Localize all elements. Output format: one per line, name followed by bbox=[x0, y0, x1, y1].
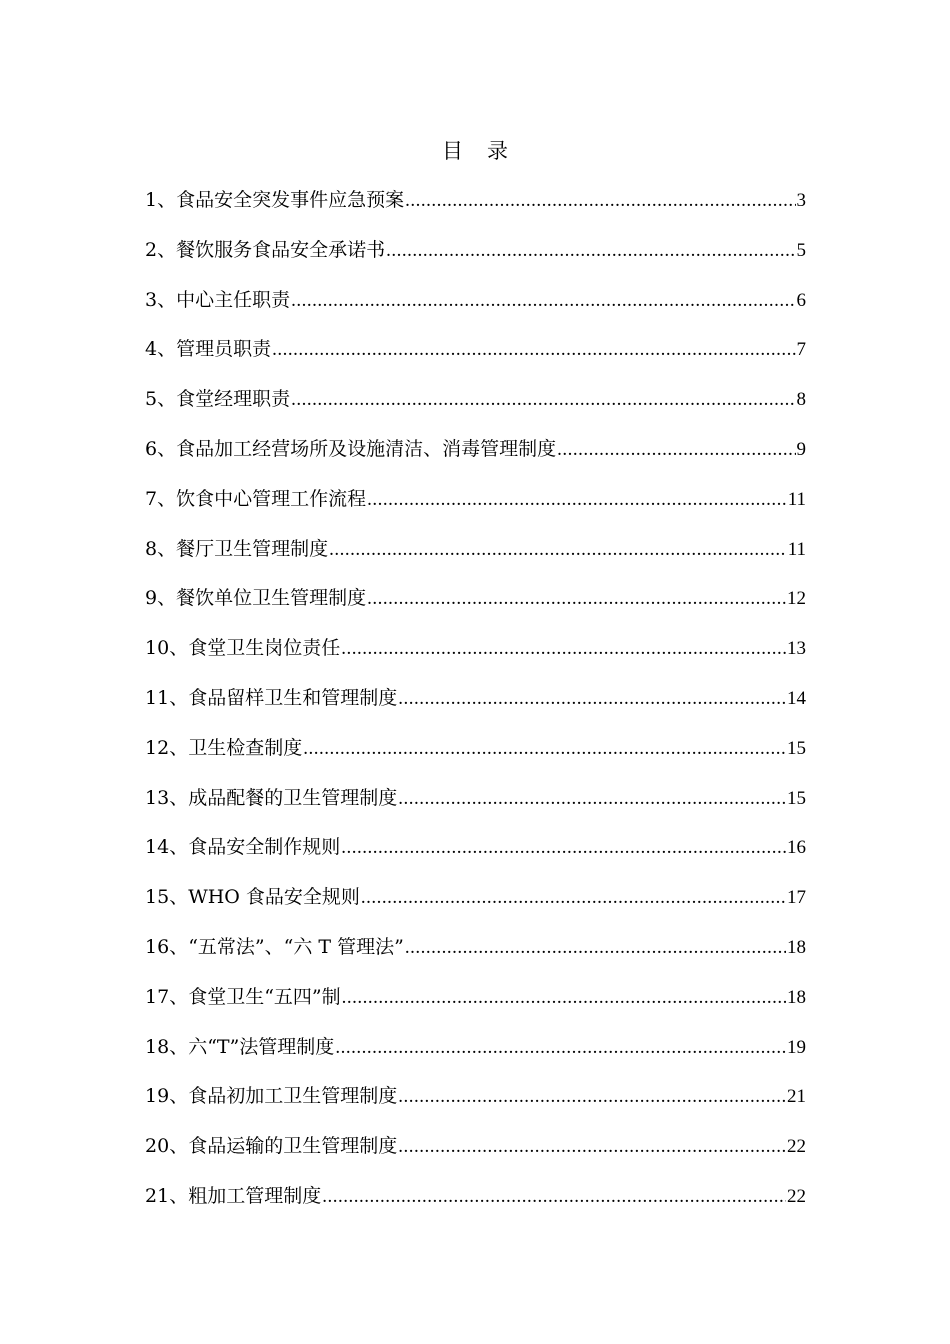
toc-entry-separator: 、 bbox=[169, 786, 189, 809]
toc-entry-page-number: 17 bbox=[787, 887, 806, 909]
toc-dot-leader bbox=[398, 1082, 786, 1112]
toc-entry-separator: 、 bbox=[169, 686, 189, 709]
toc-entry-number: 1 bbox=[145, 189, 158, 211]
toc-entry-separator: 、 bbox=[169, 886, 189, 909]
toc-dot-leader bbox=[398, 1132, 786, 1162]
toc-entry-number: 19 bbox=[145, 1085, 170, 1108]
toc-entry-number: 8 bbox=[145, 537, 158, 560]
toc-entry[interactable] bbox=[145, 733, 806, 783]
toc-entry-title: 成品配餐的卫生管理制度 bbox=[188, 786, 398, 809]
toc-entry-number: 9 bbox=[145, 587, 158, 610]
toc-entry-title: 食品加工经营场所及设施清洁、消毒管理制度 bbox=[176, 437, 557, 460]
toc-entry-title: 饮食中心管理工作流程 bbox=[176, 487, 367, 510]
toc-entry[interactable] bbox=[145, 384, 806, 434]
toc-entry-separator: 、 bbox=[157, 487, 177, 510]
toc-entry-number: 3 bbox=[145, 288, 158, 311]
toc-entry-page-number: 22 bbox=[787, 1185, 806, 1207]
toc-entry-page-number: 19 bbox=[787, 1036, 806, 1058]
toc-entry-title: 食品安全突发事件应急预案 bbox=[176, 189, 405, 211]
toc-entry-separator: 、 bbox=[169, 1085, 189, 1108]
toc-dot-leader bbox=[341, 634, 786, 664]
toc-entry-page-number: 8 bbox=[796, 389, 806, 411]
toc-entry-page-number: 13 bbox=[787, 638, 806, 660]
toc-entry-separator: 、 bbox=[169, 985, 189, 1008]
toc-entry-separator: 、 bbox=[169, 1184, 189, 1207]
toc-entry-title: “五常法”、“六 T 管理法” bbox=[188, 935, 404, 958]
toc-entry-page-number: 16 bbox=[787, 837, 806, 859]
toc-entry-number: 6 bbox=[145, 437, 158, 460]
toc-entry-separator: 、 bbox=[157, 437, 177, 460]
toc-dot-leader bbox=[405, 933, 786, 963]
toc-dot-leader bbox=[322, 1182, 786, 1212]
toc-entry-page-number: 21 bbox=[787, 1086, 806, 1108]
toc-entry-number: 17 bbox=[145, 985, 170, 1008]
toc-entry-separator: 、 bbox=[169, 1135, 189, 1158]
toc-entry-number: 18 bbox=[145, 1035, 170, 1058]
toc-entry[interactable] bbox=[145, 235, 806, 285]
toc-entry-title: WHO 食品安全规则 bbox=[188, 886, 360, 909]
toc-entry[interactable] bbox=[145, 484, 806, 534]
toc-entry-title: 食堂卫生“五四”制 bbox=[188, 985, 341, 1008]
toc-title-char-2: 录 bbox=[487, 139, 508, 163]
toc-entry-title: 中心主任职责 bbox=[176, 288, 291, 311]
toc-entry-separator: 、 bbox=[169, 1035, 189, 1058]
toc-entry-separator: 、 bbox=[169, 637, 189, 660]
toc-entry-title: 卫生检查制度 bbox=[188, 736, 303, 759]
toc-dot-leader bbox=[342, 983, 786, 1013]
toc-entry[interactable] bbox=[145, 285, 806, 335]
toc-entry[interactable] bbox=[145, 882, 806, 932]
toc-dot-leader bbox=[272, 335, 795, 365]
toc-entry-number: 13 bbox=[145, 786, 170, 809]
toc-entry-separator: 、 bbox=[157, 238, 177, 261]
toc-entry-page-number: 22 bbox=[787, 1136, 806, 1158]
toc-entry[interactable] bbox=[145, 334, 806, 384]
toc-entry[interactable] bbox=[145, 683, 806, 733]
toc-dot-leader bbox=[329, 535, 787, 565]
toc-entry-page-number: 18 bbox=[787, 936, 806, 958]
toc-entry[interactable] bbox=[145, 982, 806, 1032]
toc-entry-separator: 、 bbox=[157, 388, 177, 411]
toc-entry-page-number: 12 bbox=[787, 588, 806, 610]
toc-entry-number: 14 bbox=[145, 836, 170, 859]
toc-entry-title: 餐厅卫生管理制度 bbox=[176, 537, 329, 560]
toc-entry-separator: 、 bbox=[169, 736, 189, 759]
toc-dot-leader bbox=[291, 385, 795, 415]
toc-dot-leader bbox=[335, 1033, 786, 1063]
toc-entry-number: 4 bbox=[145, 338, 158, 361]
toc-entry[interactable] bbox=[145, 1181, 806, 1231]
toc-entry-separator: 、 bbox=[157, 587, 177, 610]
toc-entry-page-number: 11 bbox=[787, 488, 806, 510]
toc-entry-title: 食品留样卫生和管理制度 bbox=[188, 686, 398, 709]
toc-entry-number: 21 bbox=[145, 1184, 170, 1207]
toc-entry-number: 12 bbox=[145, 736, 170, 759]
toc-entry-separator: 、 bbox=[157, 338, 177, 361]
toc-title bbox=[0, 136, 950, 166]
toc-entry-separator: 、 bbox=[157, 288, 177, 311]
toc-dot-leader bbox=[291, 286, 795, 316]
toc-dot-leader bbox=[367, 485, 787, 515]
toc-dot-leader bbox=[341, 833, 786, 863]
toc-entry-title: 食堂经理职责 bbox=[176, 388, 291, 411]
toc-entry-page-number: 15 bbox=[787, 737, 806, 759]
toc-entry[interactable] bbox=[145, 1032, 806, 1082]
toc-entry[interactable] bbox=[145, 633, 806, 683]
toc-entry-title: 餐饮服务食品安全承诺书 bbox=[176, 238, 386, 261]
toc-entry-number: 11 bbox=[145, 686, 170, 709]
toc-entry-title: 食品运输的卫生管理制度 bbox=[188, 1135, 398, 1158]
toc-dot-leader bbox=[361, 883, 786, 913]
toc-entry-page-number: 3 bbox=[796, 190, 806, 211]
toc-entry-title: 管理员职责 bbox=[176, 338, 272, 361]
toc-entry-title: 食品初加工卫生管理制度 bbox=[188, 1085, 398, 1108]
toc-entry-title: 六“T”法管理制度 bbox=[188, 1035, 335, 1058]
toc-entry-title: 食品安全制作规则 bbox=[188, 836, 341, 859]
toc-entry-number: 20 bbox=[145, 1135, 170, 1158]
toc-entry-separator: 、 bbox=[157, 537, 177, 560]
toc-entry-title: 粗加工管理制度 bbox=[188, 1184, 322, 1207]
toc-entry-separator: 、 bbox=[157, 189, 177, 211]
toc-entry[interactable] bbox=[145, 932, 806, 982]
toc-entry-page-number: 9 bbox=[796, 438, 806, 460]
toc-entry[interactable] bbox=[145, 434, 806, 484]
toc-entry[interactable] bbox=[145, 783, 806, 833]
toc-entry[interactable] bbox=[145, 1131, 806, 1181]
toc-entry-number: 2 bbox=[145, 238, 158, 261]
toc-title-char-1: 目 bbox=[442, 139, 463, 163]
toc-dot-leader bbox=[405, 186, 795, 216]
toc-entry[interactable] bbox=[145, 185, 806, 235]
toc-entry-number: 5 bbox=[145, 388, 158, 411]
toc-entry-page-number: 18 bbox=[787, 986, 806, 1008]
toc-entry-page-number: 6 bbox=[796, 289, 806, 311]
toc-dot-leader bbox=[367, 584, 786, 614]
toc-entry-title: 食堂卫生岗位责任 bbox=[188, 637, 341, 660]
toc-entry-page-number: 15 bbox=[787, 787, 806, 809]
toc-entry-page-number: 11 bbox=[787, 538, 806, 560]
toc-dot-leader bbox=[303, 734, 786, 764]
toc-entry[interactable] bbox=[145, 534, 806, 584]
toc-entry-page-number: 14 bbox=[787, 687, 806, 709]
toc-dot-leader bbox=[398, 784, 786, 814]
toc-entry-number: 7 bbox=[145, 487, 158, 510]
toc-entry-number: 16 bbox=[145, 935, 170, 958]
toc-dot-leader bbox=[398, 684, 786, 714]
toc-entry-title: 餐饮单位卫生管理制度 bbox=[176, 587, 367, 610]
toc-entry-separator: 、 bbox=[169, 836, 189, 859]
toc-entry-number: 10 bbox=[145, 637, 170, 660]
toc-dot-leader bbox=[386, 236, 795, 266]
toc-entry-number: 15 bbox=[145, 886, 170, 909]
toc-entry-page-number: 7 bbox=[796, 339, 806, 361]
toc-entry-page-number: 5 bbox=[796, 239, 806, 261]
toc-entry[interactable] bbox=[145, 583, 806, 633]
toc-dot-leader bbox=[557, 435, 795, 465]
toc-entry-separator: 、 bbox=[169, 935, 189, 958]
toc-list bbox=[145, 185, 806, 1231]
toc-entry[interactable] bbox=[145, 1081, 806, 1131]
toc-entry[interactable] bbox=[145, 832, 806, 882]
